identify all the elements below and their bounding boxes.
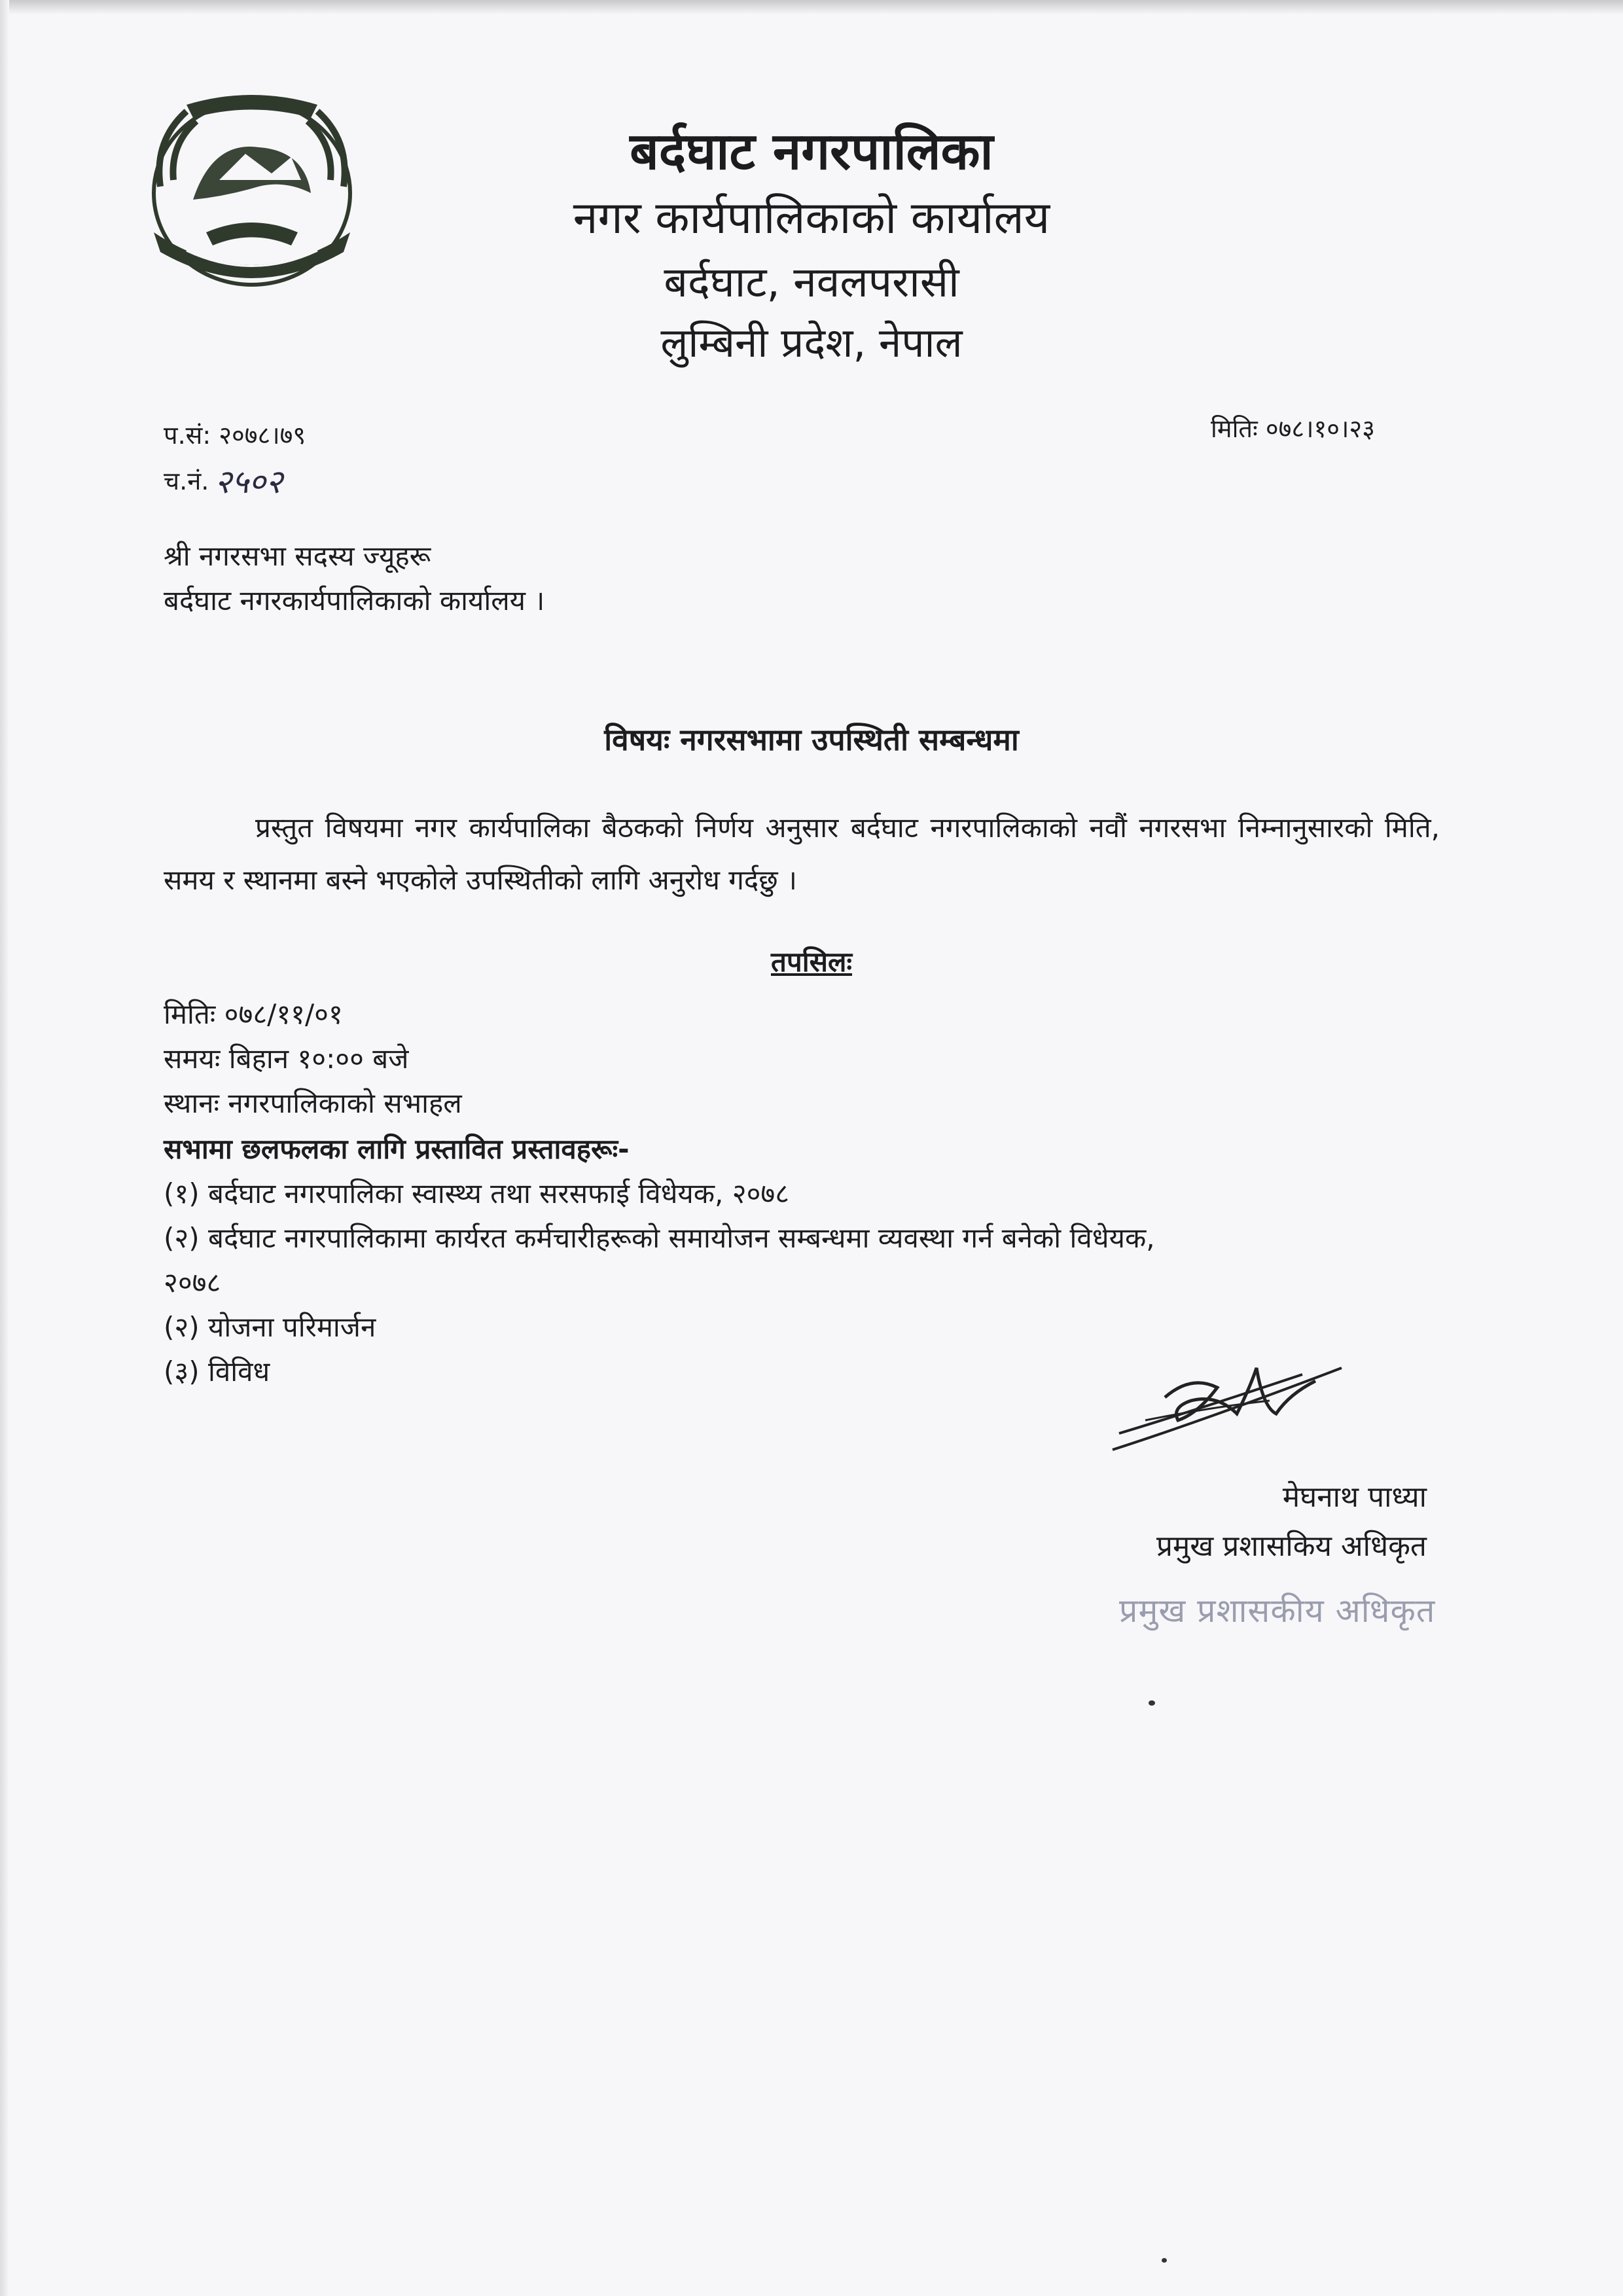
scan-top-edge [0, 0, 1623, 14]
proposal-item: (१) बर्दघाट नगरपालिका स्वास्थ्य तथा सरसफाई विधेयक, २०७८ [164, 1177, 790, 1210]
proposal-item: (२) योजना परिमार्जन [164, 1311, 376, 1343]
proposals-heading: सभामा छलफलका लागि प्रस्तावित प्रस्तावहरूः- [164, 1133, 630, 1165]
body-paragraph: प्रस्तुत विषयमा नगर कार्यपालिका बैठकको निर्णय अनुसार बर्दघाट नगरपालिकाको नवौं नगरसभा निम्नानुसारको मिति, समय र स्थानमा बस्ने भएकोले उपस्थितीको लागि अनुरोध गर्दछु । [164, 812, 1440, 896]
dispatch-number: २५०२ [215, 463, 283, 501]
addressee-office: बर्दघाट नगरकार्यपालिकाको कार्यालय । [164, 584, 545, 617]
meeting-place: स्थानः नगरपालिकाको सभाहल [164, 1087, 462, 1119]
meeting-time: समयः बिहान १०:०० बजे [164, 1043, 409, 1075]
signatory-name: मेघनाथ पाध्या [1282, 1480, 1427, 1514]
proposal-item: (३) विविध [164, 1355, 270, 1388]
office-province: लुम्बिनी प्रदेश, नेपाल [660, 319, 963, 367]
dispatch-label: च.नं. [164, 467, 209, 495]
proposal-item-continuation: २०७८ [164, 1266, 221, 1299]
proposal-item: (२) बर्दघाट नगरपालिकामा कार्यरत कर्मचारीहरूको समायोजन सम्बन्धमा व्यवस्था गर्न बनेको विधेयक, [164, 1222, 1155, 1254]
official-stamp: प्रमुख प्रशासकीय अधिकृत [1119, 1592, 1436, 1630]
reference-number: प.सं: २०७८।७९ [164, 421, 306, 450]
office-subtitle: नगर कार्यपालिकाको कार्यालय [573, 192, 1050, 244]
office-name: बर्दघाट नगरपालिका [630, 122, 993, 181]
signatory-title: प्रमुख प्रशासकिय अधिकृत [1156, 1530, 1427, 1563]
letter-date: मितिः ०७८।१०।२३ [1211, 414, 1375, 443]
scan-speck [1149, 1700, 1155, 1706]
addressee-line: श्री नगरसभा सदस्य ज्यूहरू [164, 540, 431, 572]
schedule-heading: तपसिलः [770, 946, 853, 978]
scan-speck [1162, 2258, 1167, 2263]
office-location: बर्दघाट, नवलपरासी [664, 259, 959, 307]
subject-line: विषयः नगरसभामा उपस्थिती सम्बन्धमा [604, 722, 1019, 757]
handwritten-signature [1106, 1335, 1355, 1466]
meeting-date: मितिः ०७८/११/०१ [164, 998, 343, 1030]
